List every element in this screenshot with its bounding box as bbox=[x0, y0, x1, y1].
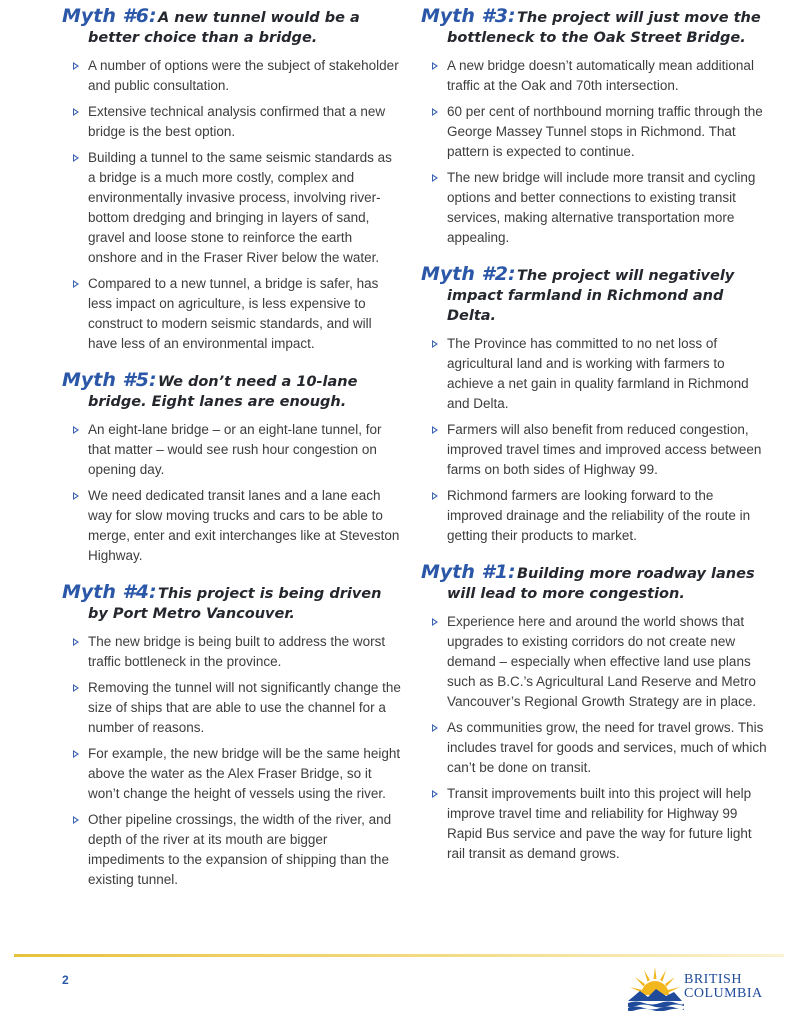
list-item: Building a tunnel to the same seismic standards as a bridge is a much more costly, complex and environmentally invasive process, involving river-bottom dredging and bringing in layers of sand, gravel and loose stone to reinforce the earth onshore and in the Fraser River below the water. bbox=[88, 148, 402, 268]
logo-line-2: COLUMBIA bbox=[684, 986, 763, 1001]
list-item: Removing the tunnel will not significantly change the size of ships that are able to use the channel for a number of reasons. bbox=[88, 678, 402, 738]
list-item: A number of options were the subject of stakeholder and public consultation. bbox=[88, 56, 402, 96]
list-item: The Province has committed to no net loss of agricultural land and is working with farmers to achieve a net gain in quality farmland in Richmond and Delta. bbox=[447, 334, 771, 414]
arrow-bullet-icon bbox=[432, 790, 438, 798]
list-item: As communities grow, the need for travel grows. This includes travel for goods and services, much of which can’t be done on transit. bbox=[447, 718, 771, 778]
arrow-bullet-icon bbox=[73, 492, 79, 500]
myth-6 bbox=[62, 5, 402, 354]
bc-logo bbox=[626, 963, 776, 1013]
arrow-bullet-icon bbox=[73, 62, 79, 70]
arrow-bullet-icon bbox=[73, 426, 79, 434]
arrow-bullet-icon bbox=[73, 280, 79, 288]
list-item: Farmers will also benefit from reduced congestion, improved travel times and improved access between farms on both sides of Highway 99. bbox=[447, 420, 771, 480]
list-item: The new bridge will include more transit and cycling options and better connections to existing transit services, making alternative transportation more appealing. bbox=[447, 168, 771, 248]
arrow-bullet-icon bbox=[73, 816, 79, 824]
list-item: For example, the new bridge will be the same height above the water as the Alex Fraser Bridge, so it won’t change the height of vessels using the river. bbox=[88, 744, 402, 804]
arrow-bullet-icon bbox=[73, 750, 79, 758]
list-item: An eight-lane bridge – or an eight-lane tunnel, for that matter – would see rush hour congestion on opening day. bbox=[88, 420, 402, 480]
myth-4 bbox=[62, 581, 402, 890]
arrow-bullet-icon bbox=[73, 108, 79, 116]
bullet-list bbox=[421, 56, 771, 248]
page-number: 2 bbox=[62, 973, 69, 987]
arrow-bullet-icon bbox=[432, 426, 438, 434]
myth-label: Myth #5: bbox=[62, 369, 157, 391]
bullet-list bbox=[62, 632, 402, 890]
myth-5 bbox=[62, 369, 402, 566]
myth-title: A new tunnel would be a better choice than a bridge. bbox=[88, 10, 360, 46]
list-item: 60 per cent of northbound morning traffic through the George Massey Tunnel stops in Richmond. That pattern is expected to continue. bbox=[447, 102, 771, 162]
logo-wordmark bbox=[684, 973, 763, 1001]
myth-3 bbox=[421, 5, 771, 248]
arrow-bullet-icon bbox=[432, 62, 438, 70]
myth-heading bbox=[421, 263, 771, 326]
myth-title: Building more roadway lanes will lead to more congestion. bbox=[447, 566, 755, 602]
myth-heading bbox=[62, 5, 402, 48]
myth-2 bbox=[421, 263, 771, 546]
footer-rule bbox=[14, 954, 784, 957]
myth-title: The project will negatively impact farmland in Richmond and Delta. bbox=[447, 268, 735, 324]
logo-line-1: BRITISH bbox=[684, 972, 742, 987]
myth-heading bbox=[62, 369, 402, 412]
arrow-bullet-icon bbox=[73, 638, 79, 646]
left-column bbox=[62, 5, 402, 908]
myth-1 bbox=[421, 561, 771, 864]
arrow-bullet-icon bbox=[432, 174, 438, 182]
arrow-bullet-icon bbox=[73, 684, 79, 692]
arrow-bullet-icon bbox=[73, 154, 79, 162]
myth-title: The project will just move the bottleneck to the Oak Street Bridge. bbox=[447, 10, 761, 46]
list-item: Experience here and around the world shows that upgrades to existing corridors do not create new demand – especially when effective land use plans such as B.C.’s Agricultural Land Reserve and Metro Vancouver’s Regional Growth Strategy are in place. bbox=[447, 612, 771, 712]
bullet-list bbox=[421, 612, 771, 864]
myth-title: This project is being driven by Port Metro Vancouver. bbox=[88, 586, 382, 622]
myth-heading bbox=[421, 5, 771, 48]
myth-heading bbox=[421, 561, 771, 604]
arrow-bullet-icon bbox=[432, 340, 438, 348]
right-column bbox=[421, 5, 771, 882]
arrow-bullet-icon bbox=[432, 618, 438, 626]
myth-label: Myth #3: bbox=[421, 5, 516, 27]
myth-label: Myth #6: bbox=[62, 5, 157, 27]
list-item: The new bridge is being built to address the worst traffic bottleneck in the province. bbox=[88, 632, 402, 672]
list-item: Extensive technical analysis confirmed that a new bridge is the best option. bbox=[88, 102, 402, 142]
list-item: Other pipeline crossings, the width of the river, and depth of the river at its mouth are bigger impediments to the expansion of shipping than the existing tunnel. bbox=[88, 810, 402, 890]
myth-label: Myth #2: bbox=[421, 263, 516, 285]
myth-label: Myth #4: bbox=[62, 581, 157, 603]
list-item: Transit improvements built into this project will help improve travel time and reliability for Highway 99 Rapid Bus service and pave the way for future light rail transit as demand grows. bbox=[447, 784, 771, 864]
arrow-bullet-icon bbox=[432, 108, 438, 116]
arrow-bullet-icon bbox=[432, 724, 438, 732]
list-item: We need dedicated transit lanes and a lane each way for slow moving trucks and cars to be able to merge, enter and exit interchanges like at Steveston Highway. bbox=[88, 486, 402, 566]
bullet-list bbox=[62, 420, 402, 566]
bullet-list bbox=[421, 334, 771, 546]
bc-sun-mountain-icon bbox=[626, 963, 684, 1011]
list-item: Richmond farmers are looking forward to the improved drainage and the reliability of the route in getting their products to market. bbox=[447, 486, 771, 546]
list-item: Compared to a new tunnel, a bridge is safer, has less impact on agriculture, is less expensive to construct to modern seismic standards, and will have less of an environmental impact. bbox=[88, 274, 402, 354]
bullet-list bbox=[62, 56, 402, 354]
myth-heading bbox=[62, 581, 402, 624]
arrow-bullet-icon bbox=[432, 492, 438, 500]
myth-title: We don’t need a 10-lane bridge. Eight lanes are enough. bbox=[88, 374, 358, 410]
myth-label: Myth #1: bbox=[421, 561, 516, 583]
list-item: A new bridge doesn’t automatically mean additional traffic at the Oak and 70th intersection. bbox=[447, 56, 771, 96]
